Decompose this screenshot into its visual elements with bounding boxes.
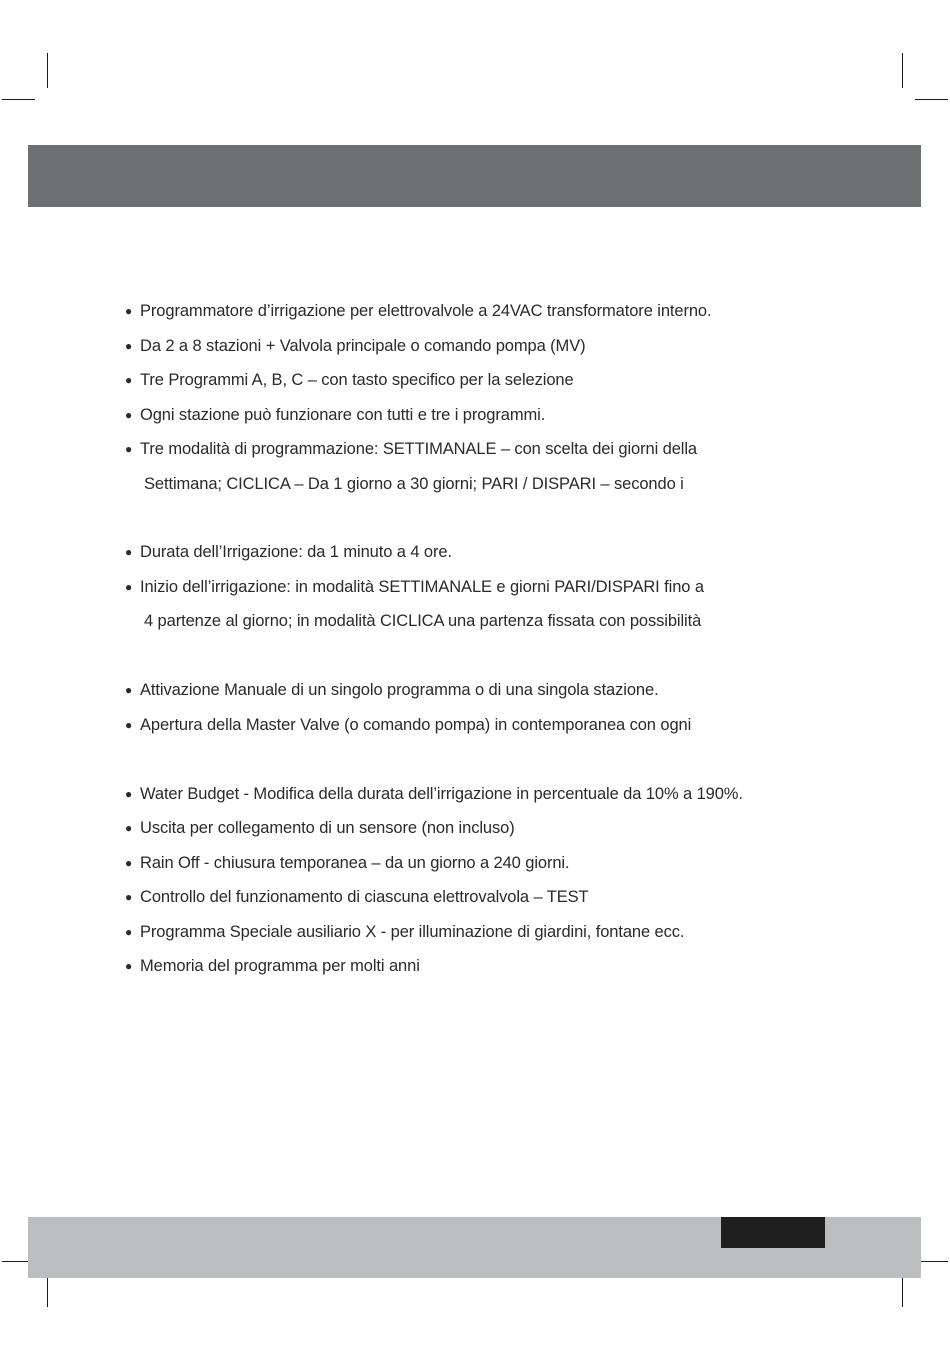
feature-text: Settimana; CICLICA – Da 1 giorno a 30 giorni; PARI / DISPARI – secondo i xyxy=(144,475,684,493)
feature-text: Durata dell’Irrigazione: da 1 minuto a 4 ore. xyxy=(140,543,452,561)
bullet-icon: ● xyxy=(125,821,133,835)
bullet-icon: ● xyxy=(125,545,133,559)
feature-text: Water Budget - Modifica della durata dell’irrigazione in percentuale da 10% a 190%. xyxy=(140,785,743,803)
page-number-tab xyxy=(721,1217,825,1248)
bullet-icon: ● xyxy=(125,339,133,353)
feature-continuation xyxy=(144,474,684,494)
bullet-icon: ● xyxy=(125,442,133,456)
bullet-icon: ● xyxy=(125,925,133,939)
feature-text: Attivazione Manuale di un singolo programma o di una singola stazione. xyxy=(140,681,659,699)
feature-item xyxy=(125,542,452,562)
feature-item xyxy=(125,439,697,459)
bullet-icon: ● xyxy=(125,683,133,697)
feature-text: Controllo del funzionamento di ciascuna elettrovalvola – TEST xyxy=(140,888,589,906)
feature-text: Memoria del programma per molti anni xyxy=(140,957,420,975)
feature-item xyxy=(125,336,586,356)
feature-item xyxy=(125,853,569,873)
bullet-icon: ● xyxy=(125,408,133,422)
feature-text: Da 2 a 8 stazioni + Valvola principale o comando pompa (MV) xyxy=(140,337,586,355)
feature-item xyxy=(125,405,545,425)
feature-text: Ogni stazione può funzionare con tutti e tre i programmi. xyxy=(140,406,546,424)
feature-item xyxy=(125,370,574,390)
feature-item xyxy=(125,784,743,804)
feature-item xyxy=(125,715,691,735)
feature-item xyxy=(125,922,684,942)
feature-text: Uscita per collegamento di un sensore (non incluso) xyxy=(140,819,515,837)
bullet-icon: ● xyxy=(125,580,133,594)
bullet-icon: ● xyxy=(125,304,133,318)
feature-item xyxy=(125,887,589,907)
bullet-icon: ● xyxy=(125,890,133,904)
feature-text: Tre Programmi A, B, C – con tasto specifico per la selezione xyxy=(140,371,574,389)
feature-text: Rain Off - chiusura temporanea – da un giorno a 240 giorni. xyxy=(140,854,570,872)
feature-text: Programma Speciale ausiliario X - per illuminazione di giardini, fontane ecc. xyxy=(140,923,685,941)
bullet-icon: ● xyxy=(125,373,133,387)
feature-continuation xyxy=(144,611,701,631)
bullet-icon: ● xyxy=(125,787,133,801)
feature-item xyxy=(125,818,515,838)
bullet-icon: ● xyxy=(125,959,133,973)
bullet-icon: ● xyxy=(125,856,133,870)
feature-text: Programmatore d’irrigazione per elettrovalvole a 24VAC transformatore interno. xyxy=(140,302,712,320)
feature-text: Tre modalità di programmazione: SETTIMANALE – con scelta dei giorni della xyxy=(140,440,698,458)
feature-text: Inizio dell’irrigazione: in modalità SETTIMANALE e giorni PARI/DISPARI fino a xyxy=(140,578,704,596)
feature-item xyxy=(125,577,704,597)
bullet-icon: ● xyxy=(125,718,133,732)
feature-item xyxy=(125,680,659,700)
feature-text: Apertura della Master Valve (o comando pompa) in contemporanea con ogni xyxy=(140,716,692,734)
feature-text: 4 partenze al giorno; in modalità CICLICA una partenza fissata con possibilità xyxy=(144,612,702,630)
feature-item xyxy=(125,956,420,976)
feature-item xyxy=(125,301,712,321)
